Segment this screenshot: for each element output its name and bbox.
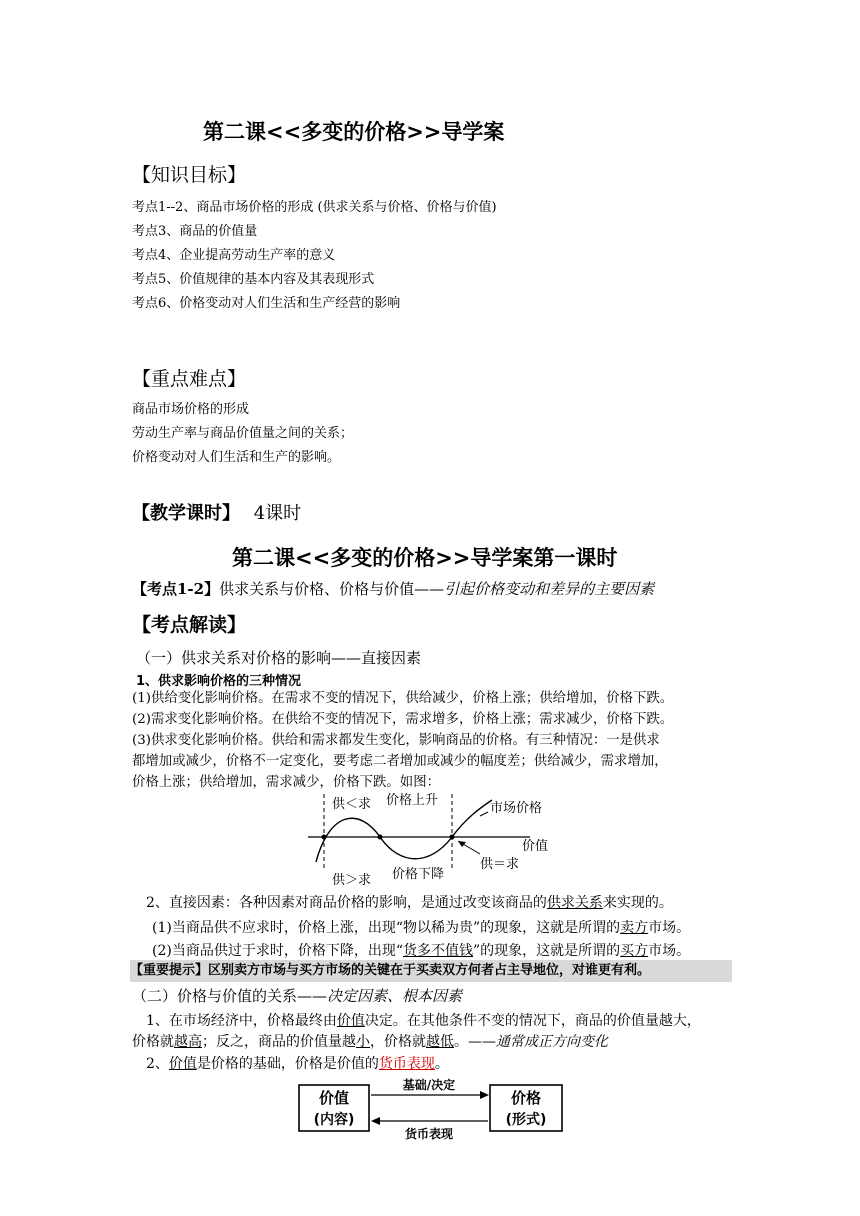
- list-item: 考点6、价格变动对人们生活和生产经营的影响: [132, 296, 401, 311]
- label-market-price: 市场价格: [490, 801, 543, 816]
- label-supply-more: 供＞求: [332, 873, 372, 888]
- underlined-term: 货多不值钱: [403, 943, 473, 959]
- underlined-term: 越高: [174, 1034, 202, 1050]
- text-span: 。——: [454, 1034, 496, 1050]
- text-span: 1、在市场经济中，价格最终由: [146, 1013, 337, 1029]
- list-item: 价格变动对人们生活和生产的影响。: [132, 450, 341, 465]
- key-list: [132, 398, 353, 470]
- bottom-arrow-label: 货币表现: [404, 1127, 454, 1141]
- intersection-dot: [450, 835, 455, 840]
- arrow-head: [458, 841, 466, 847]
- hours-label: 【教学课时】: [132, 503, 240, 524]
- case-line: (1)供给变化影响价格。在需求不变的情况下，供给减少，价格上涨；供给增加，价格下跌。: [132, 691, 674, 706]
- label-price-fall: 价格下降: [392, 867, 445, 882]
- case-line: 都增加或减少，价格不一定变化，要考虑二者增加或减少的幅度差；供给减少，需求增加，: [132, 754, 668, 769]
- text-span: 决定。在其他条件不变的情况下，商品的价值量越大，: [364, 1013, 701, 1029]
- part1-heading: （一）供求关系对价格的影响——直接因素: [136, 649, 422, 667]
- hours-value: 4课时: [253, 503, 302, 524]
- list-item: 商品市场价格的形成: [132, 402, 250, 417]
- list-item: 考点5、价值规律的基本内容及其表现形式: [132, 272, 375, 287]
- underlined-term: 卖方: [620, 920, 649, 936]
- seller-market-line: [152, 917, 690, 937]
- text-span: 来实现的。: [602, 895, 673, 911]
- value-label: 价值: [318, 1089, 350, 1107]
- label-value: 价值: [522, 839, 549, 854]
- price-value-diagram: [300, 790, 560, 890]
- text-span: (2)当商品供过于求时，价格下降，出现“: [152, 943, 403, 959]
- underlined-term: 买方: [620, 943, 649, 959]
- important-tip: 【重要提示】区别卖方市场与买方市场的关键在于买卖双方何者占主导地位，对谁更有利。: [130, 960, 732, 982]
- text-span: ，价格就: [370, 1034, 426, 1050]
- intersection-dot: [378, 835, 383, 840]
- text-span: 是价格的基础，价格是价值的: [196, 1056, 379, 1072]
- doc-title: 第二课<<多变的价格>>导学案: [203, 120, 505, 144]
- list-item: 考点4、企业提高劳动生产率的意义: [132, 248, 336, 263]
- text-span: 市场。: [648, 943, 691, 959]
- list-item: 考点1--2、商品市场价格的形成 (供求关系与价格、价格与价值): [132, 200, 497, 215]
- case-line: (3)供求变化影响价格。供给和需求都发生变化，影响商品的价格。有三种情况：一是供求: [132, 733, 660, 748]
- paragraph-line: [146, 1010, 701, 1030]
- top-arrow-label: 基础/决定: [402, 1078, 456, 1092]
- text-span: ”的现象，这就是所谓的: [473, 943, 621, 959]
- buyer-market-line: [152, 940, 690, 960]
- bottom-arrow-head: [371, 1117, 380, 1125]
- underlined-term: 供求关系: [546, 895, 603, 911]
- part2-heading: [132, 985, 462, 1006]
- direct-factor-line: [146, 892, 673, 912]
- case-line: (2)需求变化影响价格。在供给不变的情况下，需求增多，价格上涨；需求减少，价格下跌。: [132, 712, 674, 727]
- market-pointer: [480, 812, 488, 816]
- hours-line: [132, 499, 301, 525]
- case-line: 价格上涨；供给增加，需求减少，价格下跌。如图：: [132, 775, 440, 790]
- text-span: 2、: [146, 1056, 169, 1072]
- label-equal: 供＝求: [480, 857, 520, 872]
- italic-span: 通常成正方向变化: [496, 1034, 608, 1050]
- paragraph-line: [132, 1031, 608, 1051]
- jiedu-heading: 【考点解读】: [132, 614, 247, 636]
- value-sublabel: (内容): [313, 1112, 355, 1128]
- price-label: 价格: [510, 1089, 542, 1107]
- red-term: 货币表现: [378, 1056, 435, 1072]
- lesson1-title: 第二课<<多变的价格>>导学案第一课时: [232, 546, 618, 570]
- paragraph-line: [146, 1053, 449, 1073]
- kaodian-text: 供求关系与价格、价格与价值——: [219, 580, 445, 598]
- item1-heading: 1、供求影响价格的三种情况: [136, 674, 302, 689]
- text-span: 市场。: [648, 920, 691, 936]
- label-supply-less: 供＜求: [332, 797, 372, 812]
- kaodian-line: [132, 578, 654, 599]
- knowledge-list: [132, 196, 497, 316]
- cases-block: [132, 688, 673, 793]
- underlined-term: 小: [356, 1034, 370, 1050]
- underlined-term: 价值: [336, 1013, 365, 1029]
- text-span: （二）价格与价值的关系——: [132, 987, 328, 1005]
- knowledge-heading: 【知识目标】: [132, 164, 247, 186]
- text-span: ；反之，商品的价值量越: [202, 1034, 356, 1050]
- underlined-term: 价值: [168, 1056, 197, 1072]
- underlined-term: 越低: [426, 1034, 454, 1050]
- text-span: 2、直接因素：各种因素对商品价格的影响，是通过改变该商品的: [146, 895, 547, 911]
- list-item: 考点3、商品的价值量: [132, 224, 258, 239]
- key-heading: 【重点难点】: [132, 368, 247, 390]
- price-sublabel: (形式): [505, 1112, 547, 1128]
- italic-span: 决定因素、根本因素: [327, 987, 463, 1005]
- intersection-dot: [322, 835, 327, 840]
- top-arrow-head: [480, 1091, 489, 1099]
- text-span: 价格就: [132, 1034, 174, 1050]
- kaodian-italic: 引起价格变动和差异的主要因素: [444, 580, 655, 598]
- list-item: 劳动生产率与商品价值量之间的关系；: [132, 426, 354, 441]
- text-span: (1)当商品供不应求时，价格上涨，出现“物以稀为贵”的现象，这就是所谓的: [152, 920, 621, 936]
- text-span: 。: [434, 1056, 449, 1072]
- label-price-rise: 价格上升: [386, 793, 439, 808]
- kaodian-label: 【考点1-2】: [132, 580, 220, 598]
- value-price-diagram: [298, 1078, 568, 1144]
